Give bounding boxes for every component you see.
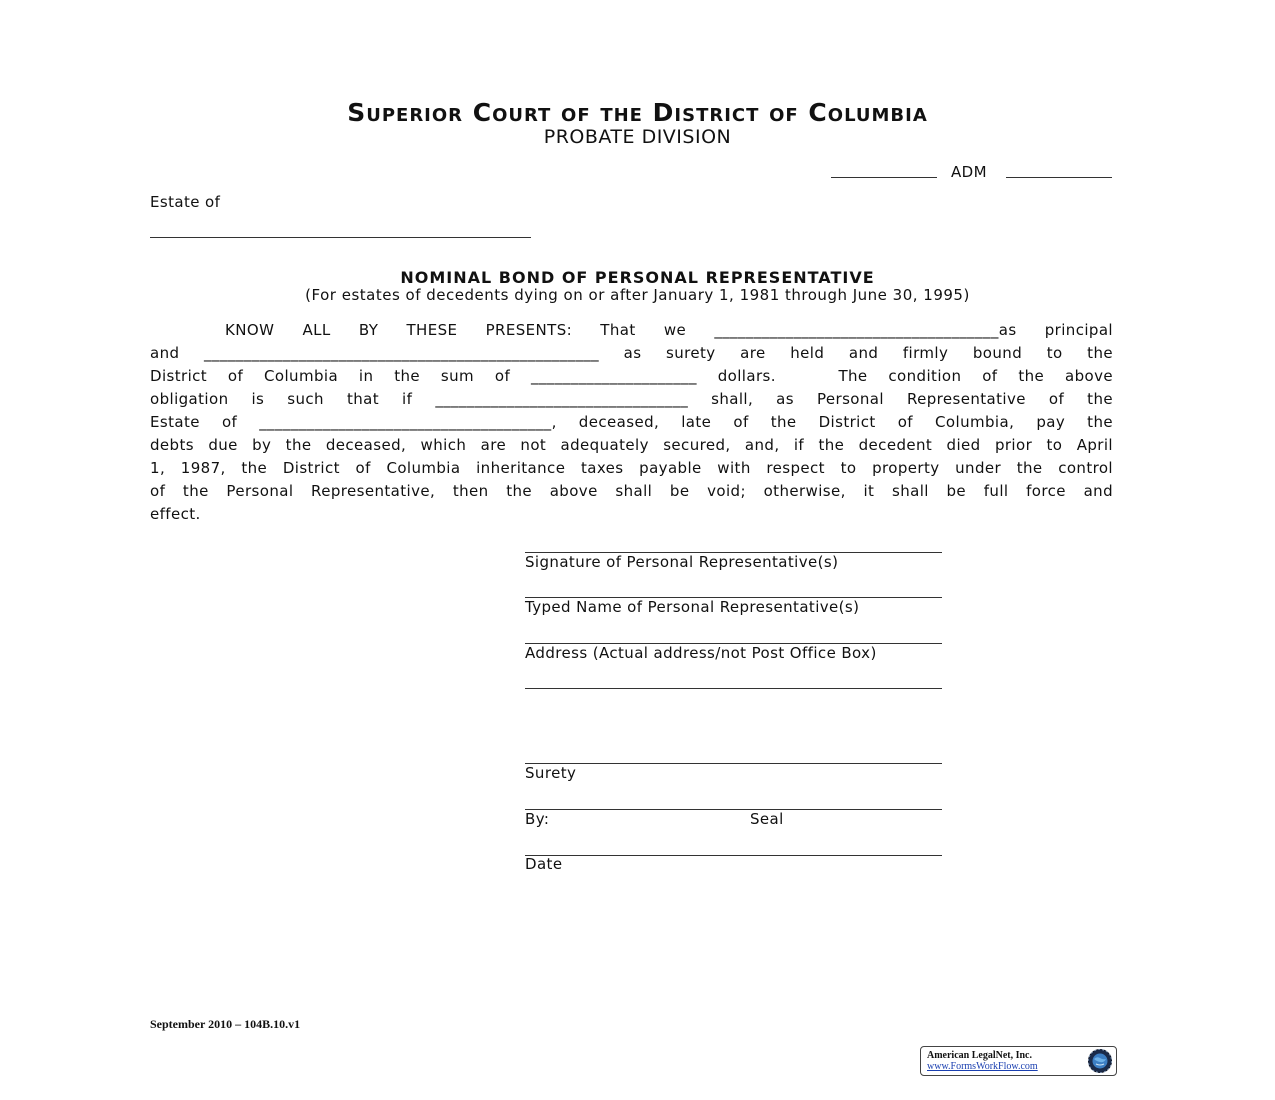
body-line: obligation is such that if ________________________________ shall, as Personal Representative of the (150, 390, 1113, 408)
address-line-2-field[interactable] (525, 688, 942, 689)
body-line: Estate of _____________________________________, deceased, late of the District of Columbia, pay the (150, 413, 1113, 431)
surety-field[interactable] (525, 763, 942, 764)
body-line: 1, 1987, the District of Columbia inheritance taxes payable with respect to property under the control (150, 459, 1113, 477)
estate-name-field[interactable] (150, 237, 531, 238)
typed-name-label: Typed Name of Personal Representative(s) (525, 598, 860, 616)
case-number-label: ADM (951, 163, 987, 181)
body-line: debts due by the deceased, which are not adequately secured, and, if the decedent died prior to April (150, 436, 1113, 454)
case-number-prefix-field[interactable] (831, 177, 937, 178)
form-title: NOMINAL BOND OF PERSONAL REPRESENTATIVE (400, 268, 875, 287)
bond-paragraph (150, 319, 1113, 526)
date-label: Date (525, 855, 563, 873)
vendor-name: American LegalNet, Inc. (927, 1050, 1032, 1061)
by-label: By: (525, 810, 550, 828)
case-number-suffix-field[interactable] (1006, 177, 1112, 178)
body-line: effect. (150, 505, 201, 523)
court-title: Superior Court of the District of Columbia (347, 98, 928, 127)
body-line: and __________________________________________________ as surety are held and firmly bound to the (150, 344, 1113, 362)
date-field[interactable] (525, 855, 942, 856)
signature-label: Signature of Personal Representative(s) (525, 553, 839, 571)
body-line: KNOW ALL BY THESE PRESENTS: That we ____________________________________as principal (225, 321, 1113, 339)
form-subtitle: (For estates of decedents dying on or after January 1, 1981 through June 30, 1995) (305, 286, 970, 304)
globe-logo-icon (1087, 1048, 1113, 1074)
body-line: of the Personal Representative, then the above shall be void; otherwise, it shall be full force and (150, 482, 1113, 500)
form-revision: September 2010 – 104B.10.v1 (150, 1017, 301, 1031)
estate-label: Estate of (150, 193, 221, 211)
surety-label: Surety (525, 764, 577, 782)
division-name: PROBATE DIVISION (543, 126, 732, 148)
address-label: Address (Actual address/not Post Office Box) (525, 644, 877, 662)
seal-label: Seal (750, 810, 784, 828)
body-line: District of Columbia in the sum of _____________________ dollars. The condition of the above (150, 367, 1113, 385)
by-field[interactable] (525, 809, 942, 810)
vendor-badge[interactable] (920, 1046, 1117, 1076)
vendor-url-link[interactable]: www.FormsWorkFlow.com (927, 1061, 1038, 1072)
